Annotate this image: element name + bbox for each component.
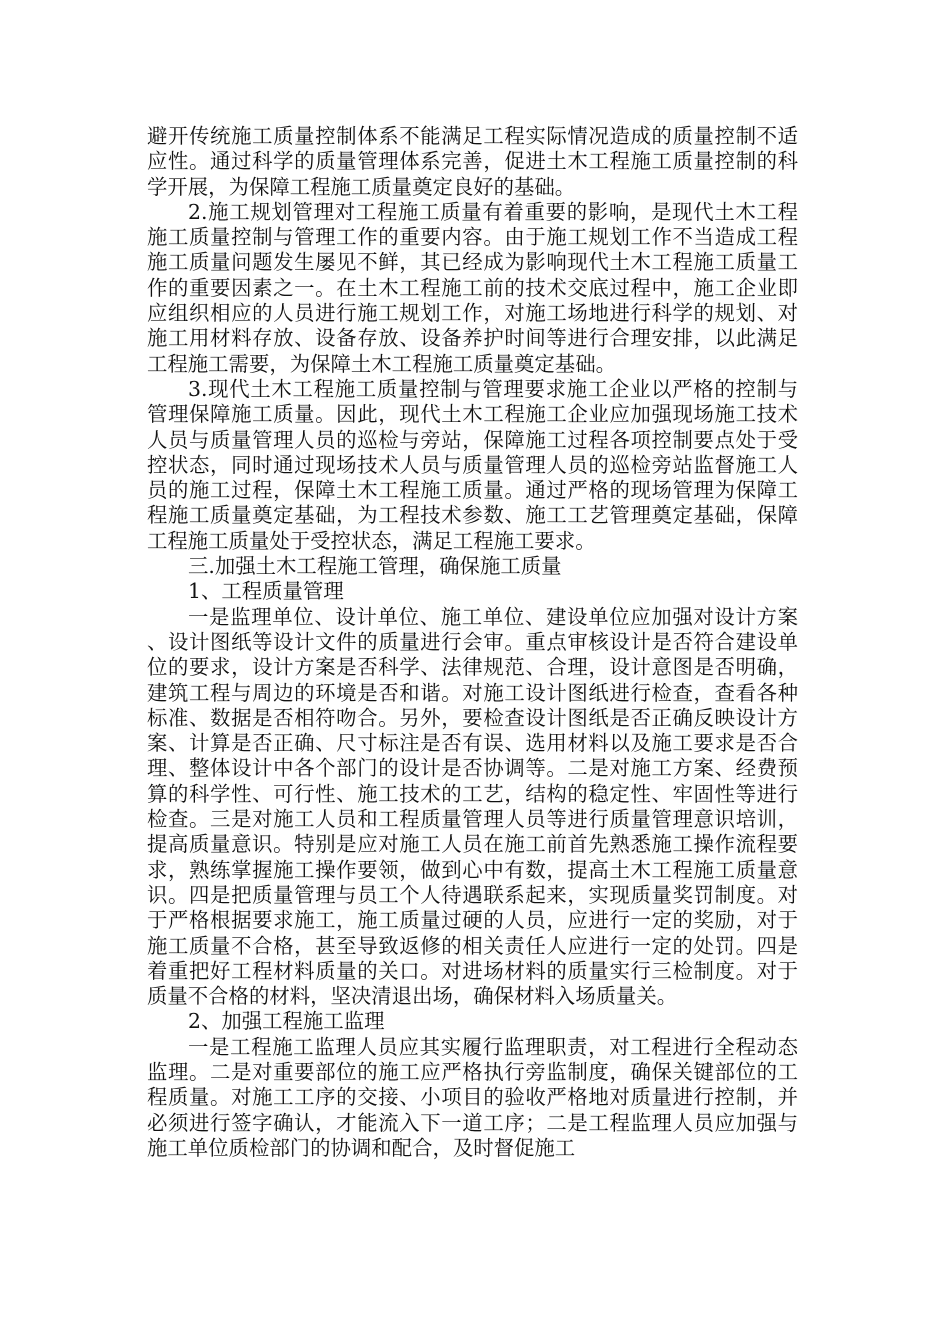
document-body: [147, 124, 798, 1161]
subheading-supervision: 2、加强工程施工监理: [188, 1009, 385, 1034]
paragraph-strict-control: 3.现代土木工程施工质量控制与管理要求施工企业以严格的控制与管理保障施工质量。因此，现代土木工程施工企业应加强现场施工技术人员与质量管理人员的巡检与旁站，保障施工过程各项控制要点处于受控状态，同时通过现场技术人员与质量管理人员的巡检旁站监督施工人员的施工过程，保障土木工程施工质量。通过严格的现场管理为保障工程施工质量奠定基础，为工程技术参数、施工工艺管理奠定基础，保障工程施工质量处于受控状态，满足工程施工要求。: [147, 376, 798, 553]
section-heading-3: 三.加强土木工程施工管理，确保施工质量: [188, 554, 562, 579]
paragraph-continuation: 避开传统施工质量控制体系不能满足工程实际情况造成的质量控制不适应性。通过科学的质量管理体系完善，促进土木工程施工质量控制的科学开展，为保障工程施工质量奠定良好的基础。: [147, 124, 798, 199]
paragraph-construction-planning: 2.施工规划管理对工程施工质量有着重要的影响，是现代土木工程施工质量控制与管理工作的重要内容。由于施工规划工作不当造成工程施工质量问题发生屡见不鲜，其已经成为影响现代土木工程施工质量工作的重要因素之一。在土木工程施工前的技术交底过程中，施工企业即应组织相应的人员进行施工规划工作，对施工场地进行科学的规划、对施工用材料存放、设备存放、设备养护时间等进行合理安排，以此满足工程施工需要，为保障土木工程施工质量奠定基础。: [147, 199, 798, 376]
subheading-quality-management: 1、工程质量管理: [188, 579, 344, 604]
paragraph-quality-management: 一是监理单位、设计单位、施工单位、建设单位应加强对设计方案、设计图纸等设计文件的质量进行会审。重点审核设计是否符合建设单位的要求，设计方案是否科学、法律规范、合理，设计意图是否明确，建筑工程与周边的环境是否和谐。对施工设计图纸进行检查，查看各种标准、数据是否相符吻合。另外，要检查设计图纸是否正确反映设计方案、计算是否正确、尺寸标注是否有误、选用材料以及施工要求是否合理、整体设计中各个部门的设计是否协调等。二是对施工方案、经费预算的科学性、可行性、施工技术的工艺，结构的稳定性、牢固性等进行检查。三是对施工人员和工程质量管理人员等进行质量管理意识培训，提高质量意识。特别是应对施工人员在施工前首先熟悉施工操作流程要求，熟练掌握施工操作要领，做到心中有数，提高土木工程施工质量意识。四是把质量管理与员工个人待遇联系起来，实现质量奖罚制度。对于严格根据要求施工，施工质量过硬的人员，应进行一定的奖励，对于施工质量不合格，甚至导致返修的相关责任人应进行一定的处罚。四是着重把好工程材料质量的关口。对进场材料的质量实行三检制度。对于质量不合格的材料，坚决清退出场，确保材料入场质量关。: [147, 604, 798, 1009]
paragraph-supervision: 一是工程施工监理人员应其实履行监理职责，对工程进行全程动态监理。二是对重要部位的施工应严格执行旁监制度，确保关键部位的工程质量。对施工工序的交接、小项目的验收严格地对质量进行控制，并必须进行签字确认，才能流入下一道工序；二是工程监理人员应加强与施工单位质检部门的协调和配合，及时督促施工: [147, 1034, 798, 1160]
